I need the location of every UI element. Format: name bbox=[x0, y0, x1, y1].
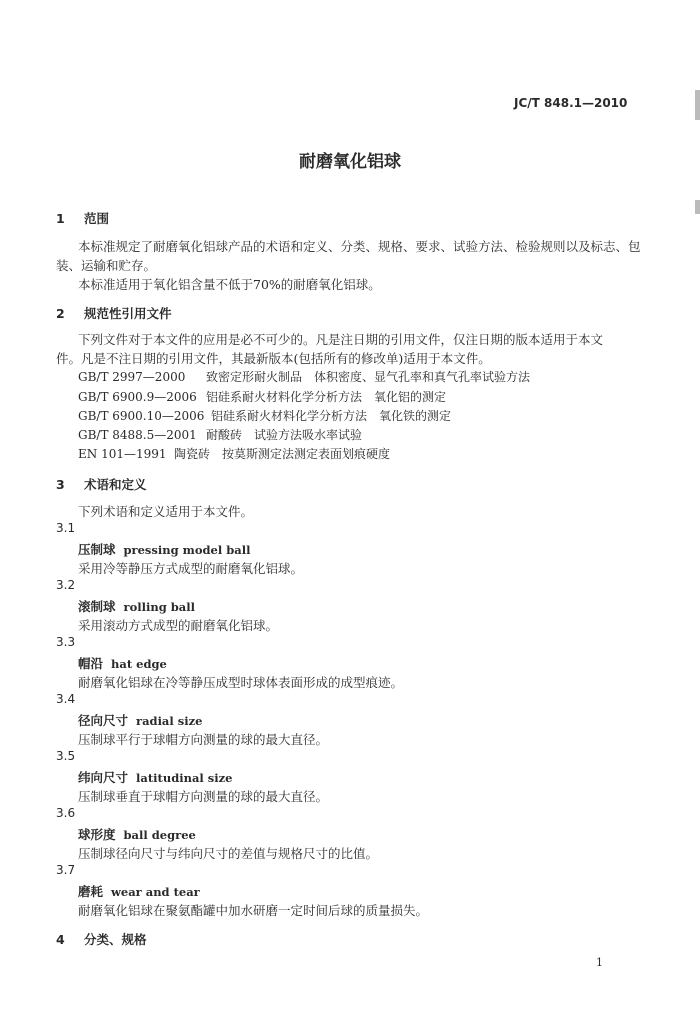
term-cn: 径向尺寸 bbox=[78, 713, 129, 728]
term-cn: 滚制球 bbox=[78, 599, 116, 614]
reference-code: GB/T 6900.9—2006 bbox=[78, 390, 197, 404]
term-number: 3.6 bbox=[56, 806, 76, 820]
reference-title: 铝硅系耐火材料化学分析方法 氧化铁的测定 bbox=[211, 409, 452, 423]
term-definition: 耐磨氧化铝球在聚氨酯罐中加水研磨一定时间后球的质量损失。 bbox=[78, 903, 429, 918]
term-definition: 耐磨氧化铝球在冷等静压成型时球体表面形成的成型痕迹。 bbox=[78, 675, 404, 690]
term-en: wear and tear bbox=[111, 885, 200, 899]
section-number: 2 bbox=[56, 306, 65, 321]
term-definition: 采用冷等静压方式成型的耐磨氧化铝球。 bbox=[78, 561, 304, 576]
standard-code: JC/T 848.1—2010 bbox=[514, 96, 628, 110]
section-number: 4 bbox=[56, 932, 65, 947]
paragraph: 本标准适用于氧化铝含量不低于70%的耐磨氧化铝球。 bbox=[78, 277, 381, 292]
term-cn: 磨耗 bbox=[78, 884, 104, 899]
section-title: 分类、规格 bbox=[84, 932, 147, 947]
term-en: ball degree bbox=[123, 828, 196, 842]
term-en: hat edge bbox=[111, 657, 167, 671]
section-title: 术语和定义 bbox=[84, 477, 147, 492]
term-name bbox=[78, 825, 196, 843]
reference-title: 耐酸砖 试验方法吸水率试验 bbox=[206, 428, 363, 442]
scan-artifact bbox=[695, 90, 700, 120]
page-number: 1 bbox=[596, 956, 603, 969]
reference-item bbox=[78, 368, 530, 385]
term-number: 3.7 bbox=[56, 863, 76, 877]
term-definition: 压制球垂直于球帽方向测量的球的最大直径。 bbox=[78, 789, 329, 804]
scan-artifact bbox=[695, 200, 700, 214]
term-number: 3.4 bbox=[56, 692, 76, 706]
reference-item bbox=[78, 426, 362, 443]
term-name bbox=[78, 654, 167, 672]
document-title: 耐磨氧化铝球 bbox=[299, 152, 401, 172]
reference-code: GB/T 2997—2000 bbox=[78, 370, 186, 384]
term-number: 3.5 bbox=[56, 749, 76, 763]
term-definition: 压制球平行于球帽方向测量的球的最大直径。 bbox=[78, 732, 329, 747]
reference-item bbox=[78, 407, 451, 424]
reference-code: GB/T 6900.10—2006 bbox=[78, 409, 205, 423]
term-en: rolling ball bbox=[123, 600, 195, 614]
term-number: 3.1 bbox=[56, 521, 76, 535]
section-title: 规范性引用文件 bbox=[84, 306, 172, 321]
section-4-heading bbox=[56, 930, 147, 948]
term-en: radial size bbox=[136, 714, 203, 728]
term-name bbox=[78, 768, 232, 786]
term-cn: 纬向尺寸 bbox=[78, 770, 129, 785]
reference-item bbox=[78, 445, 390, 462]
paragraph: 下列文件对于本文件的应用是必不可少的。凡是注日期的引用文件，仅注日期的版本适用于本文 bbox=[78, 332, 604, 347]
term-en: pressing model ball bbox=[123, 543, 251, 557]
term-number: 3.3 bbox=[56, 635, 76, 649]
term-number: 3.2 bbox=[56, 578, 76, 592]
term-definition: 采用滚动方式成型的耐磨氧化铝球。 bbox=[78, 618, 279, 633]
reference-title: 致密定形耐火制品 体积密度、显气孔率和真气孔率试验方法 bbox=[206, 370, 531, 384]
paragraph: 下列术语和定义适用于本文件。 bbox=[78, 504, 254, 519]
section-2-heading bbox=[56, 304, 172, 322]
term-name bbox=[78, 597, 195, 615]
paragraph: 装、运输和贮存。 bbox=[56, 258, 157, 273]
term-cn: 帽沿 bbox=[78, 656, 104, 671]
reference-title: 陶瓷砖 按莫斯测定法测定表面划痕硬度 bbox=[174, 447, 391, 461]
reference-title: 铝硅系耐火材料化学分析方法 氧化铝的测定 bbox=[206, 390, 447, 404]
reference-code: EN 101—1991 bbox=[78, 447, 167, 461]
paragraph: 件。凡是不注日期的引用文件，其最新版本(包括所有的修改单)适用于本文件。 bbox=[56, 351, 491, 366]
term-cn: 压制球 bbox=[78, 542, 116, 557]
section-number: 1 bbox=[56, 211, 65, 226]
section-1-heading bbox=[56, 209, 109, 227]
paragraph: 本标准规定了耐磨氧化铝球产品的术语和定义、分类、规格、要求、试验方法、检验规则以及标志、包 bbox=[78, 239, 641, 254]
reference-item bbox=[78, 388, 446, 405]
section-3-heading bbox=[56, 475, 147, 493]
term-definition: 压制球径向尺寸与纬向尺寸的差值与规格尺寸的比值。 bbox=[78, 846, 379, 861]
term-name bbox=[78, 540, 250, 558]
term-cn: 球形度 bbox=[78, 827, 116, 842]
section-number: 3 bbox=[56, 477, 65, 492]
term-name bbox=[78, 711, 202, 729]
reference-code: GB/T 8488.5—2001 bbox=[78, 428, 197, 442]
term-en: latitudinal size bbox=[136, 771, 233, 785]
section-title: 范围 bbox=[84, 211, 110, 226]
term-name bbox=[78, 882, 200, 900]
